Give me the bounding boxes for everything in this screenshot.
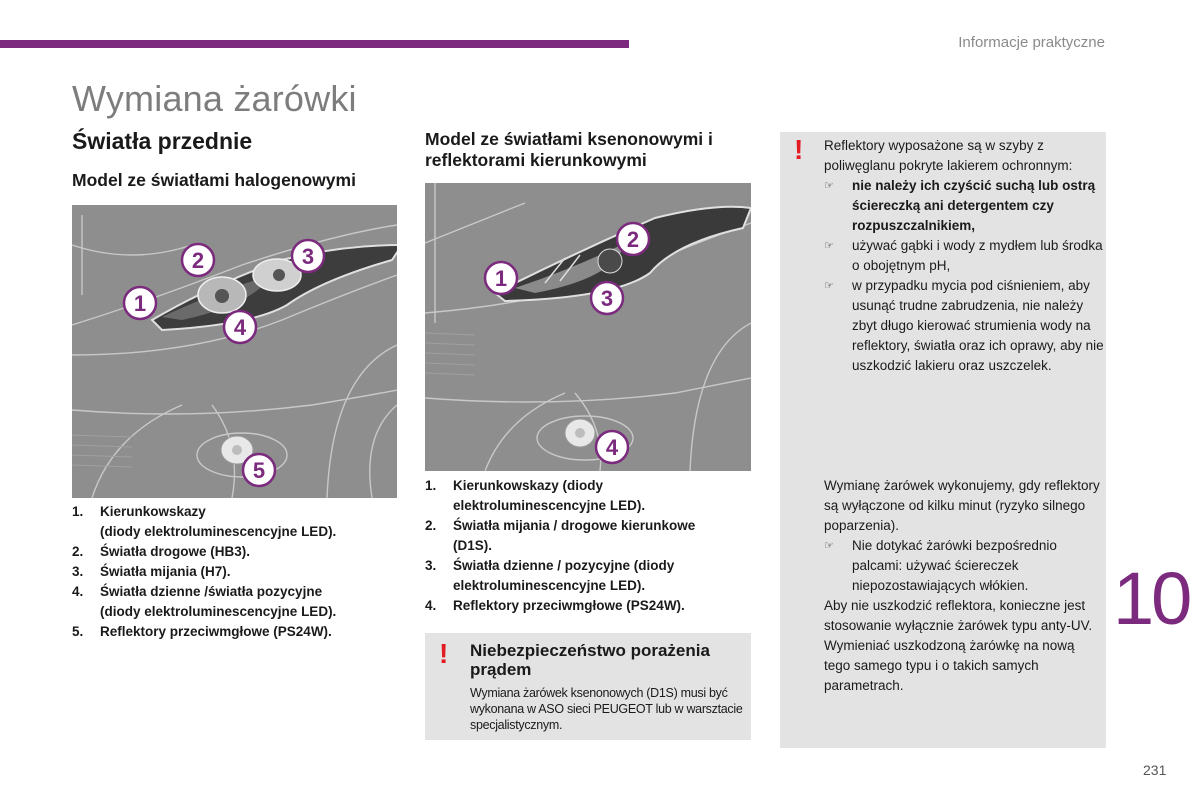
callout-badge [292,240,324,272]
hand-pointer-icon: ☞ [824,180,834,192]
xenon-callout-2: 2 [626,227,640,252]
item-text: Światła dzienne / pozycyjne (diody [453,558,675,573]
item-text: Światła drogowe (HB3). [100,544,251,559]
item-text: Światła mijania (H7). [100,564,231,579]
list-item [425,476,755,516]
notice-paragraph: Wymieniać uszkodzoną żarówkę na nową tego samego typu i o takich samych parametrach. [824,638,1075,693]
notice-bullet [824,236,1104,276]
item-text-cont: elektroluminescencyjne LED). [453,578,646,593]
xenon-callout-3: 3 [600,286,614,311]
notice-paragraph: Aby nie uszkodzić reflektora, konieczne jest stosowanie wyłącznie żarówek typu anty-UV. [824,598,1093,633]
warning-icon: ! [439,638,449,669]
xenon-callout-4: 4 [605,435,619,460]
list-item [72,562,402,582]
notice-bullet-text: nie należy ich czyścić suchą lub ostrą ściereczką ani detergentem czy rozpuszczalnikiem, [852,178,1096,233]
callout-2: 2 [191,248,205,273]
warning-body: Wymiana żarówek ksenonowych (D1S) musi być wykonana w ASO sieci PEUGEOT lub w warsztacie specjalistycznym. [470,686,743,732]
electric-shock-warning [425,633,751,740]
hand-pointer-icon: ☞ [824,240,834,252]
item-text-cont: (D1S). [453,538,493,553]
callout-1: 1 [133,291,147,316]
callout-badge [182,244,214,276]
list-item [72,582,402,622]
item-text: Reflektory przeciwmgłowe (PS24W). [453,598,685,613]
callout-badge [617,223,649,255]
callout-badge [124,287,156,319]
notice-bullet [824,176,1104,236]
callout-badge [224,311,256,343]
notice-bullet-text: używać gąbki i wody z mydłem lub środka o obojętnym pH, [852,238,1103,273]
item-number: 5. [72,624,84,639]
callout-badge [243,454,275,486]
item-number: 4. [425,598,437,613]
item-number: 2. [72,544,84,559]
xenon-bulb-list [425,476,755,616]
callout-badge [485,262,517,294]
item-text: Kierunkowskazy [100,504,206,519]
notice-content [824,136,1104,376]
list-item [425,556,755,596]
section-heading: Światła przednie [72,128,253,154]
item-number: 4. [72,584,84,599]
item-number: 1. [72,504,84,519]
item-text-cont: (diody elektroluminescencyjne LED). [100,524,337,539]
list-item [72,542,402,562]
callout-4: 4 [233,315,247,340]
item-text: Światła mijania / drogowe kierunkowe [453,518,696,533]
item-text: Reflektory przeciwmgłowe (PS24W). [100,624,332,639]
callout-badge [591,282,623,314]
notice-bullet-text: w przypadku mycia pod ciśnieniem, aby usunąć trudne zabrudzenia, nie należy zbyt długo kierować strumienia wody na reflektory, światła oraz ich oprawy, aby nie uszkodzić lakieru oraz uszczelek. [852,278,1104,373]
headlight-care-notice [780,132,1106,748]
section-name: Informacje praktyczne [958,34,1105,51]
list-item [425,596,755,616]
hand-pointer-icon: ☞ [824,540,834,552]
warning-title: Niebezpieczeństwo porażenia prądem [470,641,710,679]
halogen-bulb-list [72,502,402,642]
notice-intro: Reflektory wyposażone są w szyby z poliwęglanu pokryte lakierem ochronnym: [824,138,1073,173]
list-item [72,622,402,642]
halogen-heading: Model ze światłami halogenowymi [72,170,356,190]
notice-bullet [824,536,1104,596]
xenon-callout-1: 1 [494,266,508,291]
callout-5: 5 [252,458,266,483]
item-number: 3. [72,564,84,579]
chapter-number: 10 [1113,557,1190,640]
item-number: 3. [425,558,437,573]
list-item [72,502,402,542]
notice-paragraph: Wymianę żarówek wykonujemy, gdy reflektory są wyłączone od kilku minut (ryzyko silnego poparzenia). [824,478,1100,533]
callout-badge [596,431,628,463]
item-text: Światła dzienne /światła pozycyjne [100,584,323,599]
notice-content-2 [824,476,1104,696]
item-text: Kierunkowskazy (diody [453,478,604,493]
list-item [425,516,755,556]
item-text-cont: elektroluminescencyjne LED). [453,498,646,513]
page-title: Wymiana żarówki [72,78,357,119]
xenon-heading: Model ze światłami ksenonowymi i reflektorami kierunkowymi [425,129,713,170]
item-number: 2. [425,518,437,533]
page-number: 231 [1143,762,1167,778]
callout-3: 3 [301,244,315,269]
item-text-cont: (diody elektroluminescencyjne LED). [100,604,337,619]
item-number: 1. [425,478,437,493]
notice-bullet-text: Nie dotykać żarówki bezpośrednio palcami: używać ściereczek niepozostawiających włókien. [852,538,1057,593]
notice-bullet [824,276,1104,376]
warning-icon: ! [794,134,804,165]
hand-pointer-icon: ☞ [824,280,834,292]
